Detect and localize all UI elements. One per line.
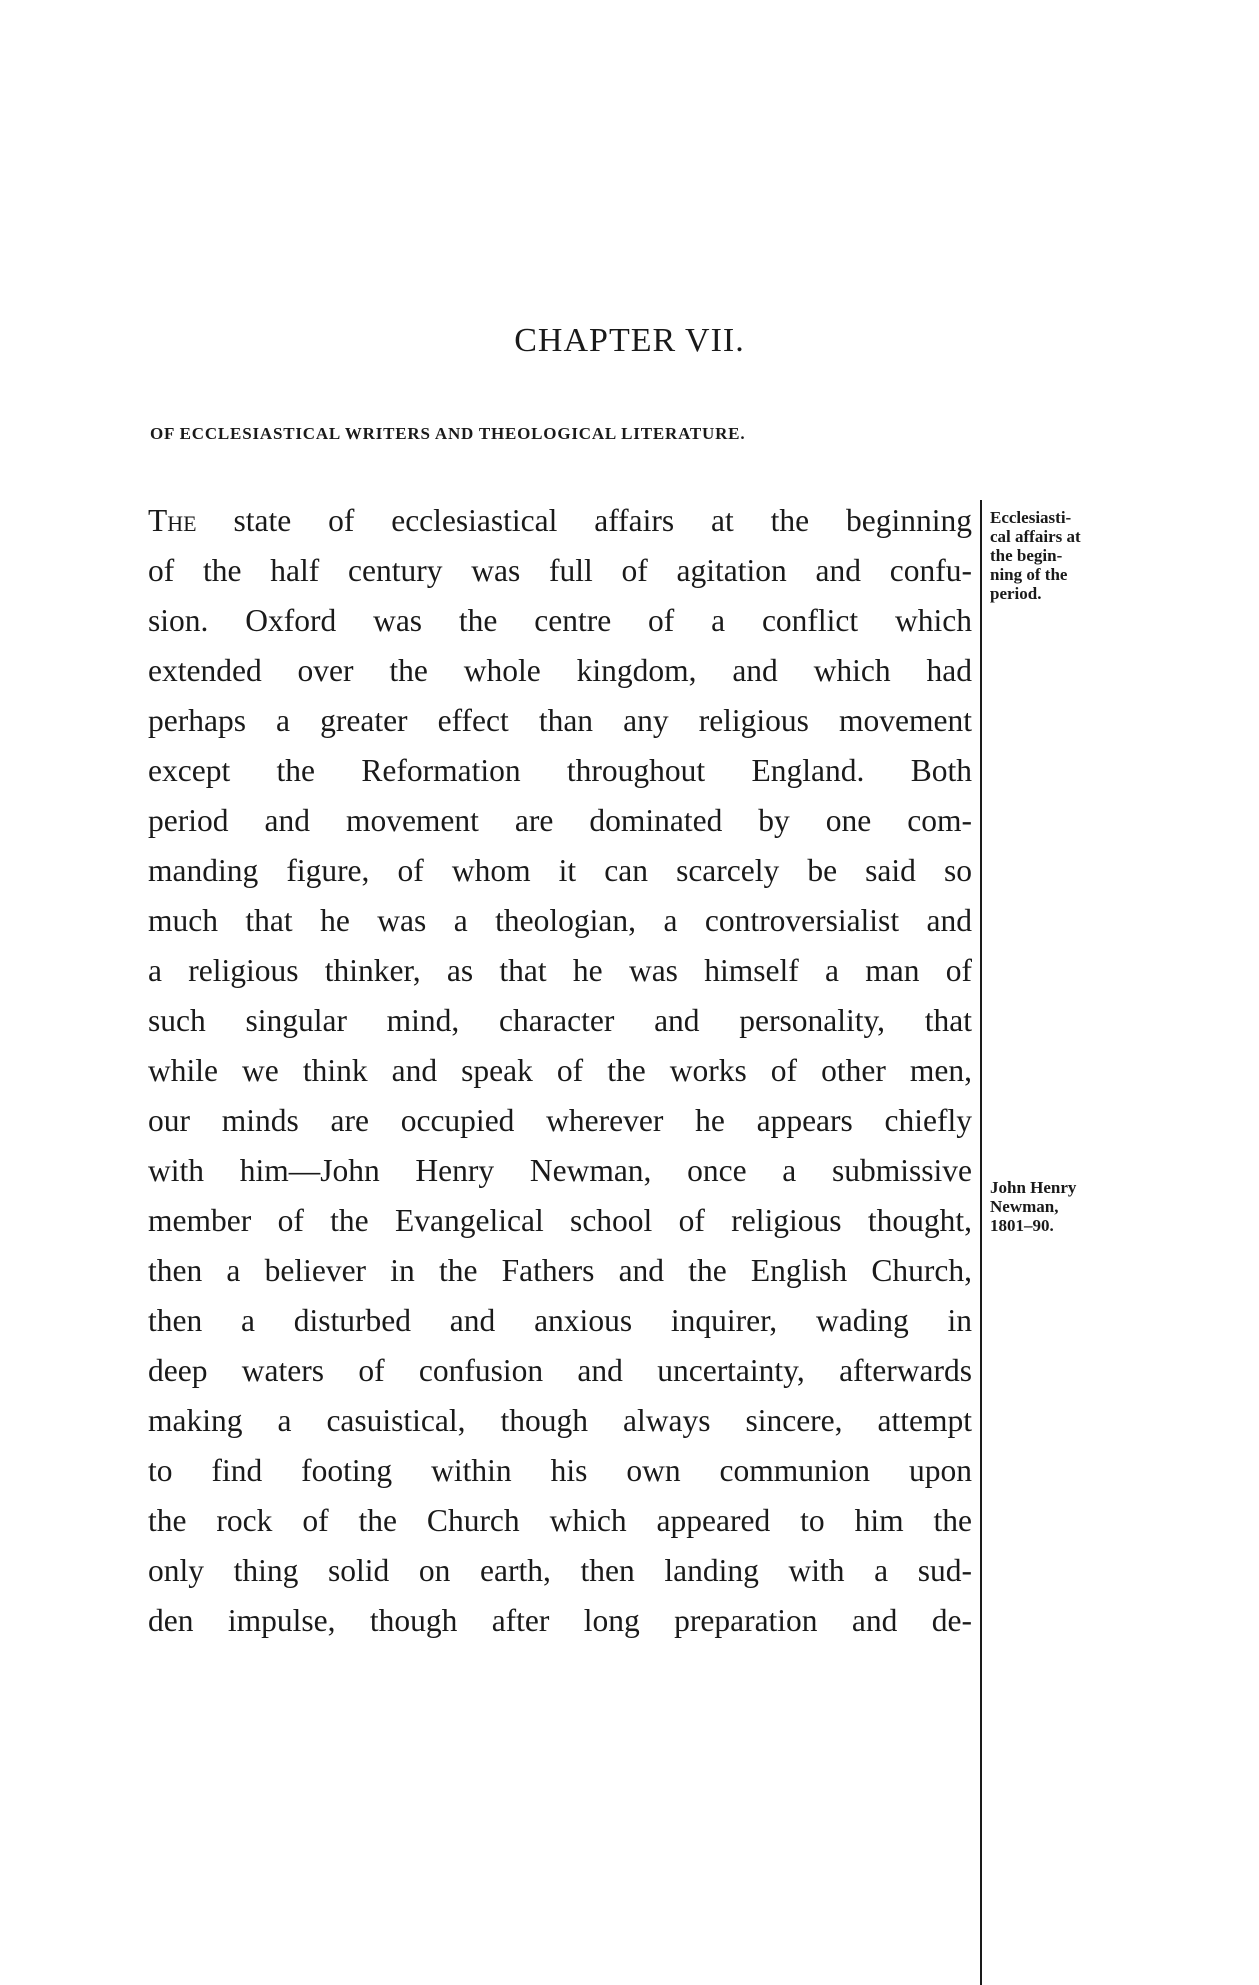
text-line: manding figure, of whom it can scarcely be said so bbox=[148, 853, 972, 888]
text-line: much that he was a theologian, a controversialist and bbox=[148, 903, 972, 938]
text-line: member of the Evangelical school of religious thought, bbox=[148, 1203, 972, 1238]
margin-note-line: the begin- bbox=[990, 546, 1063, 565]
margin-note-line: John Henry bbox=[990, 1178, 1077, 1197]
text-line bbox=[148, 496, 972, 546]
chapter-title: CHAPTER VII. bbox=[514, 322, 745, 359]
text-line: except the Reformation throughout England. Both bbox=[148, 753, 972, 788]
text-line: with him—John Henry Newman, once a submissive bbox=[148, 1153, 972, 1188]
text-line: a religious thinker, as that he was himself a man of bbox=[148, 953, 972, 988]
text-line: period and movement are dominated by one com- bbox=[148, 803, 972, 838]
margin-note-line: cal affairs at bbox=[990, 527, 1081, 546]
margin-note-ecclesiastical-affairs bbox=[990, 508, 1130, 603]
text-line: making a casuistical, though always sincere, attempt bbox=[148, 1403, 972, 1438]
text-line: deep waters of confusion and uncertainty, afterwards bbox=[148, 1353, 972, 1388]
margin-note-john-henry-newman bbox=[990, 1178, 1130, 1235]
body-text bbox=[148, 496, 972, 1646]
drop-word: The bbox=[148, 503, 197, 538]
text-line: to find footing within his own communion upon bbox=[148, 1453, 972, 1488]
margin-note-line: period. bbox=[990, 584, 1042, 603]
text-line: sion. Oxford was the centre of a conflict which bbox=[148, 603, 972, 638]
margin-note-line: Ecclesiasti- bbox=[990, 508, 1072, 527]
margin-rule bbox=[980, 500, 982, 1985]
text-line: then a believer in the Fathers and the English Church, bbox=[148, 1253, 972, 1288]
text-line: extended over the whole kingdom, and which had bbox=[148, 653, 972, 688]
margin-note-line: ning of the bbox=[990, 565, 1068, 584]
text-line: then a disturbed and anxious inquirer, wading in bbox=[148, 1303, 972, 1338]
text-line: while we think and speak of the works of other men, bbox=[148, 1053, 972, 1088]
text-line-rest: state of ecclesiastical affairs at the beginning bbox=[196, 503, 972, 538]
margin-note-line: 1801–90. bbox=[990, 1216, 1054, 1235]
text-line: our minds are occupied wherever he appears chiefly bbox=[148, 1103, 972, 1138]
text-line: perhaps a greater effect than any religious movement bbox=[148, 703, 972, 738]
text-line: such singular mind, character and personality, that bbox=[148, 1003, 972, 1038]
text-line: only thing solid on earth, then landing with a sud- bbox=[148, 1553, 972, 1588]
margin-note-line: Newman, bbox=[990, 1197, 1059, 1216]
chapter-subtitle: OF ECCLESIASTICAL WRITERS AND THEOLOGICAL LITERATURE. bbox=[150, 424, 746, 443]
text-line: the rock of the Church which appeared to him the bbox=[148, 1503, 972, 1538]
text-line: den impulse, though after long preparation and de- bbox=[148, 1603, 972, 1638]
text-line: of the half century was full of agitation and confu- bbox=[148, 553, 972, 588]
